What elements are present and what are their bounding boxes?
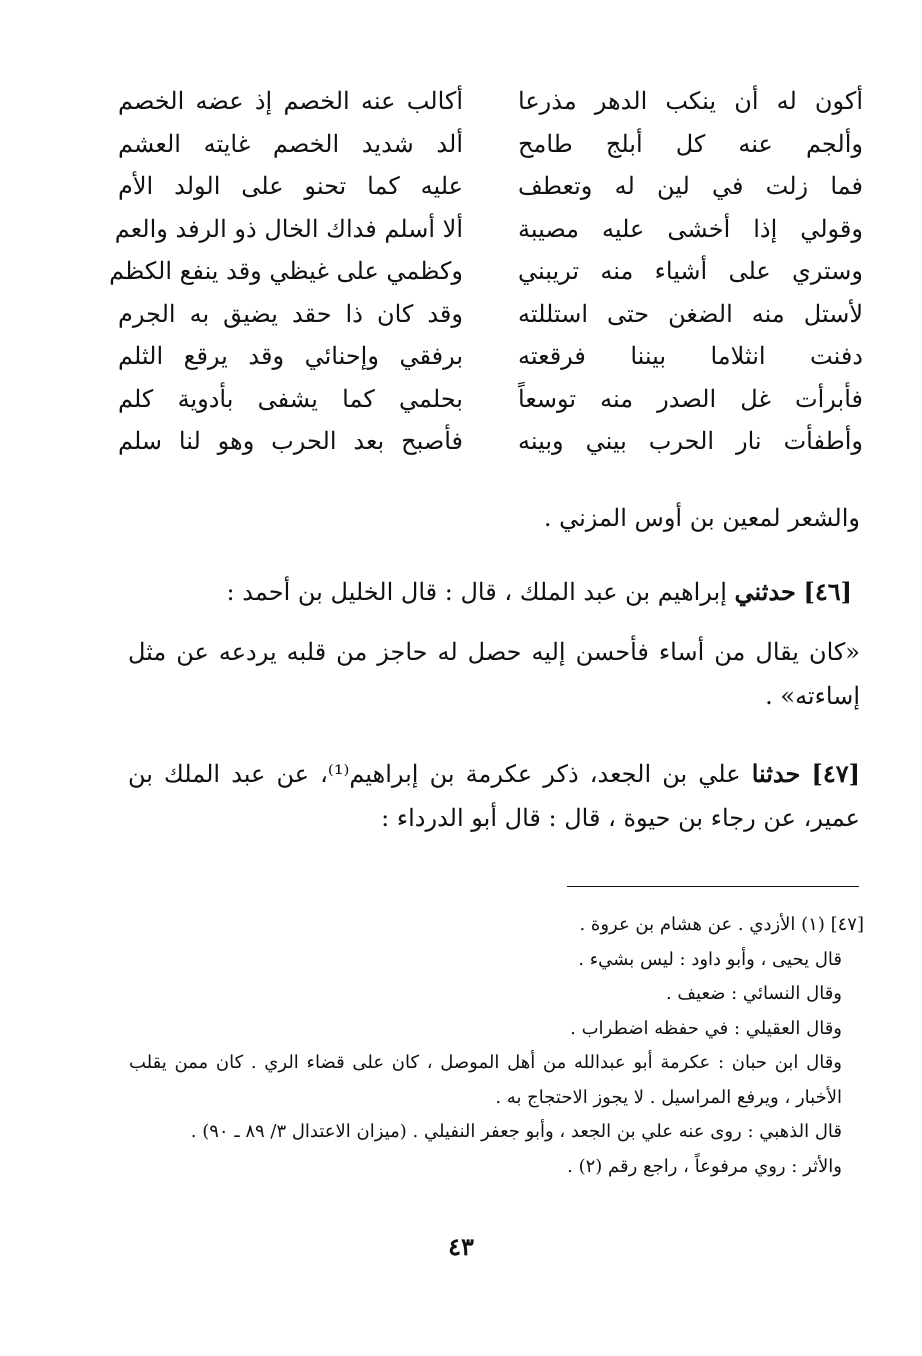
poem-verse — [118, 125, 863, 168]
verse-first-hemistich: أكون له أن ينكب الدهر مذرعا — [518, 87, 863, 115]
verse-first-hemistich: دفنت انثلاما بيننا فرقعته — [518, 342, 863, 370]
hadith-46-text: «كان يقال من أساء فأحسن إليه حصل له حاجز من قلبه يردعه عن مثل إساءته» . — [128, 638, 860, 710]
verse-first-hemistich: وألجم عنه كل أبلج طامح — [518, 129, 863, 158]
footnote-line: قال يحيى ، وأبو داود : ليس بشيء . — [578, 948, 842, 970]
verse-first-hemistich: وأطفأت نار الحرب بيني وبينه — [518, 427, 863, 455]
poem-verse — [118, 295, 863, 338]
verse-second-hemistich: برفقي وإحنائي وقد يرقع الثلم — [118, 342, 463, 370]
hadith-47-chain: علي بن الجعد، ذكر عكرمة بن إبراهيم⁽¹⁾، عن عبد الملك بن عمير، عن رجاء بن حيوة ، قال : قال أبو الدرداء : — [128, 760, 860, 832]
poem-verse — [109, 252, 863, 295]
verse-second-hemistich: أكالب عنه الخصم إذ عضه الخصم — [118, 87, 463, 115]
verse-second-hemistich: وقد كان ذا حقد يضيق به الجرم — [118, 299, 463, 328]
poem-verse — [114, 210, 863, 253]
poem-attribution: والشعر لمعين بن أوس المزني . — [543, 504, 860, 532]
footnotes — [129, 908, 864, 1184]
poem — [109, 82, 863, 465]
hadith-47-number: [٤٧] — [811, 759, 860, 788]
footnote-line: قال الذهبي : روى عنه علي بن الجعد ، وأبو جعفر النفيلي . (ميزان الاعتدال ٣/ ٨٩ ـ ٩٠) . — [190, 1121, 842, 1142]
hadith-47-lead: حدثنا — [751, 759, 801, 788]
hadith-47-isnad — [128, 752, 860, 840]
poem-verse — [118, 380, 863, 423]
verse-second-hemistich: عليه كما تحنو على الولد الأم — [118, 172, 463, 200]
footnote-line: وقال العقيلي : في حفظه اضطراب . — [570, 1017, 842, 1039]
verse-second-hemistich: ألا أسلم فداك الخال ذو الرفد والعم — [114, 214, 463, 243]
footnote-divider — [567, 886, 859, 887]
verse-first-hemistich: فما زلت في لين له وتعطف — [518, 172, 863, 200]
hadith-46-isnad — [112, 570, 852, 614]
verse-second-hemistich: وكظمي على غيظي وقد ينفع الكظم — [109, 257, 463, 285]
verse-second-hemistich: بحلمي كما يشفى بأدوية كلم — [118, 384, 463, 413]
verse-first-hemistich: فأبرأت غل الصدر منه توسعاً — [518, 384, 863, 413]
verse-second-hemistich: فأصبح بعد الحرب وهو لنا سلم — [118, 427, 463, 455]
poem-verse — [118, 82, 863, 125]
hadith-46-number: [٤٦] — [803, 577, 852, 606]
verse-first-hemistich: وقولي إذا أخشى عليه مصيبة — [518, 214, 863, 243]
poem-verse — [118, 422, 863, 465]
page-number: ٤٣ — [448, 1232, 474, 1261]
poem-verse — [118, 337, 863, 380]
hadith-46-lead: حدثني — [734, 577, 796, 606]
footnote-line: والأثر : روي مرفوعاً ، راجع رقم (٢) . — [567, 1155, 842, 1177]
poem-verse — [118, 167, 863, 210]
footnote-line: وقال النسائي : ضعيف . — [665, 983, 842, 1004]
verse-first-hemistich: لأستل منه الضغن حتى استللته — [518, 299, 863, 328]
verse-second-hemistich: ألد شديد الخصم غايته العشم — [118, 129, 463, 158]
verse-first-hemistich: وستري على أشياء منه تريبني — [518, 257, 863, 285]
footnote-line: [٤٧] (١) الأزدي . عن هشام بن عروة . — [579, 914, 864, 935]
hadith-46-chain: إبراهيم بن عبد الملك ، قال : قال الخليل بن أحمد : — [226, 578, 727, 606]
footnote-line: وقال ابن حبان : عكرمة أبو عبدالله من أهل الموصل ، كان على قضاء الري . كان ممن يقلب الأخبار ، ويرفع المراسيل . لا يجوز الاحتجاج به . — [129, 1052, 842, 1108]
